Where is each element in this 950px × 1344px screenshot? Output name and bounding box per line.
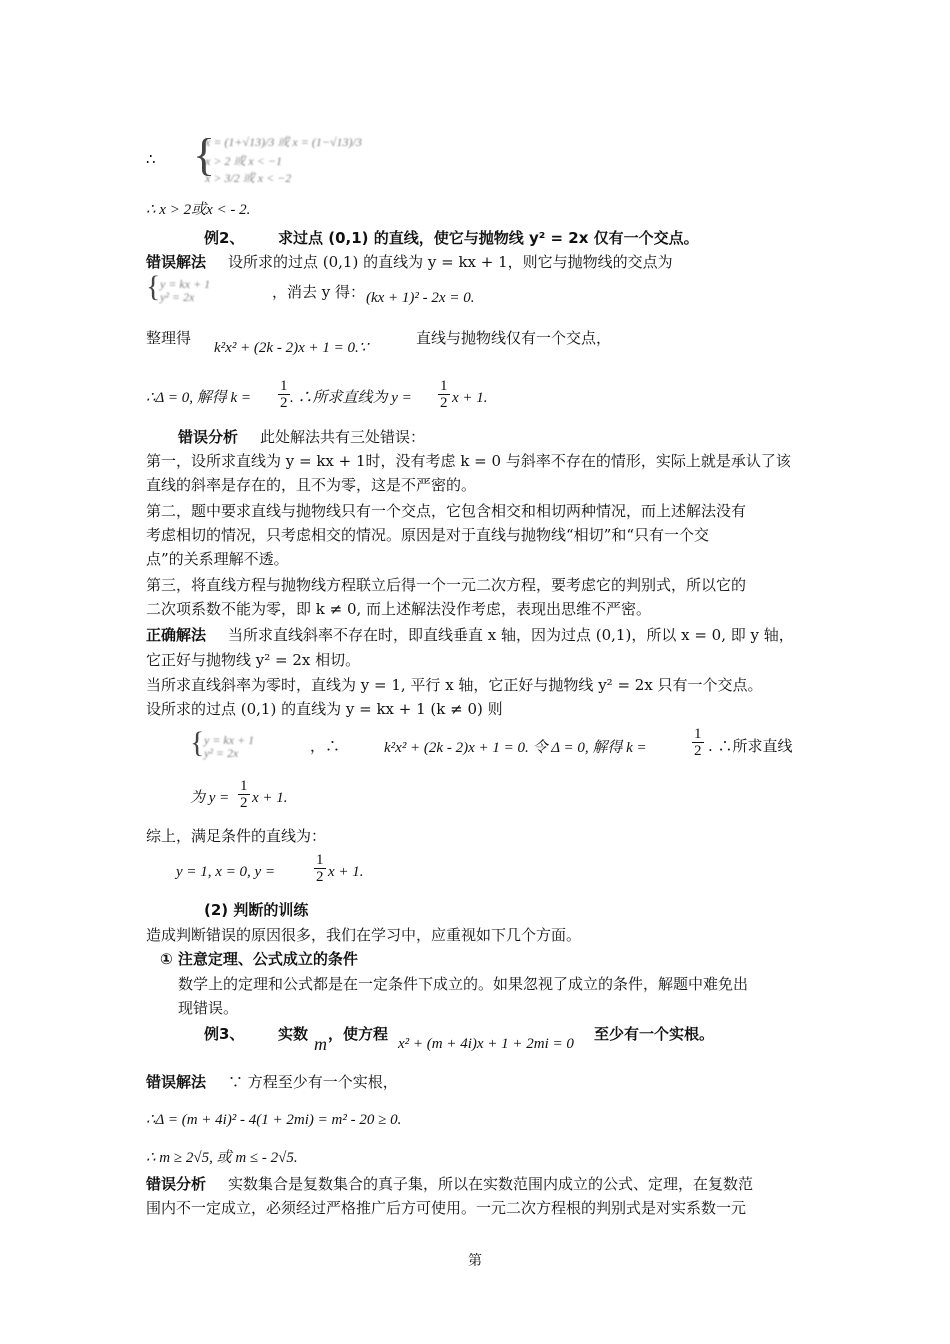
system-brace: {: [146, 270, 161, 303]
fraction: $\frac{1}{2}$: [694, 726, 702, 759]
analysis-text: 第一，设所求直线为 y = kx + 1时，没有考虑 k = 0 与斜率不存在的情形，实际上就是承认了该: [146, 452, 791, 470]
system-row: x = (1+√13)/3 或 x = (1−√13)/3: [205, 135, 362, 149]
fraction: $\frac{1}{2}$: [240, 778, 248, 811]
subsection-text: 现错误。: [178, 999, 239, 1017]
analysis-text: 第二，题中要求直线与抛物线只有一个交点，它包含相交和相切两种情况，而上述解法没有: [146, 502, 747, 520]
system-row: y = kx + 1: [160, 277, 211, 291]
analysis-text: 点”的关系理解不透。: [146, 550, 289, 568]
equation: x + 1.: [328, 864, 364, 880]
wrong-solution-text: 设所求的过点 (0,1) 的直线为 y = kx + 1，则它与抛物线的交点为: [228, 253, 673, 271]
equation: ∴Δ = 0, 解得 k =: [146, 390, 251, 406]
correct-solution-text: 它正好与抛物线 y² = 2x 相切。: [146, 651, 361, 669]
equation: (kx + 1)² - 2x = 0.: [366, 290, 475, 306]
system-row: y = kx + 1: [204, 733, 255, 747]
analysis-label: 错误分析: [146, 1175, 207, 1193]
analysis-text: 实数集合是复数集合的真子集，所以在实数范围内成立的公式、定理，在复数范: [228, 1175, 754, 1193]
fraction: $\frac{1}{2}$: [316, 852, 324, 885]
analysis-text: 直线的斜率是存在的，且不为零，这是不严密的。: [146, 476, 477, 494]
fraction: $\frac{1}{2}$: [440, 378, 448, 411]
correct-solution-text: ，∴: [310, 737, 341, 755]
summary-text: 综上，满足条件的直线为：: [146, 827, 327, 845]
wrong-solution-label: 错误解法: [146, 1073, 207, 1091]
eliminate-text: ，消去 y 得：: [272, 283, 366, 301]
equation: k²x² + (2k - 2)x + 1 = 0.∵: [214, 340, 369, 356]
correct-solution-label: 正确解法: [146, 626, 207, 644]
equation: 为 y =: [190, 790, 230, 806]
equation: y = 1, x = 0, y =: [176, 864, 276, 880]
analysis-text: 第三，将直线方程与抛物线方程联立后得一个一元二次方程，要考虑它的判别式，所以它的: [146, 576, 747, 594]
system-row: y² = 2x: [160, 290, 195, 304]
correct-solution-text: 当所求直线斜率不存在时，即直线垂直 x 轴，因为过点 (0,1)，所以 x = 0, 即 y 轴，: [228, 626, 794, 644]
section-intro: 造成判断错误的原因很多，我们在学习中，应重视如下几个方面。: [146, 926, 582, 944]
system-row: x > 3/2 或 x < −2: [205, 171, 292, 185]
fraction: $\frac{1}{2}$: [280, 378, 288, 411]
analysis-label: 错误分析: [178, 428, 239, 446]
system-row: y² = 2x: [204, 746, 239, 760]
example-text: ，使方程: [328, 1025, 389, 1043]
system-brace: {: [193, 129, 216, 180]
simplify-label: 整理得: [146, 329, 192, 347]
equation: . ∴所求直线为 y =: [290, 390, 412, 406]
conclusion-line: ∴ x > 2或x < - 2.: [146, 202, 251, 218]
therefore-symbol: ∴: [146, 152, 156, 168]
subsection-text: 数学上的定理和公式都是在一定条件下成立的。如果忽视了成立的条件，解题中难免出: [178, 975, 749, 993]
analysis-text: 考虑相切的情况，只考虑相交的情况。原因是对于直线与抛物线“相切”和“只有一个交: [146, 526, 710, 544]
wrong-solution-label: 错误解法: [146, 253, 207, 271]
equation: x² + (m + 4i)x + 1 + 2mi = 0: [398, 1036, 574, 1052]
wrong-solution-text: 直线与抛物线仅有一个交点，: [416, 329, 612, 347]
correct-solution-text: . ∴所求直线: [708, 737, 793, 755]
correct-solution-text: 设所求的过点 (0,1) 的直线为 y = kx + 1 (k ≠ 0) 则: [146, 700, 503, 718]
example-label: 例3、: [204, 1025, 245, 1043]
correct-solution-text: 当所求直线斜率为零时，直线为 y = 1, 平行 x 轴，它正好与抛物线 y² = 2x 只有一个交点。: [146, 676, 763, 694]
equation: x + 1.: [452, 390, 488, 406]
section-title: (2) 判断的训练: [204, 901, 309, 919]
example-text: 至少有一个实根。: [594, 1025, 715, 1043]
example-label: 例2、: [204, 229, 245, 247]
equation: ∴ m ≥ 2√5, 或 m ≤ - 2√5.: [146, 1150, 298, 1166]
analysis-text: 此处解法共有三处错误：: [260, 428, 426, 446]
analysis-text: 围内不一定成立，必须经过严格推广后方可使用。一元二次方程根的判别式是对实系数一元: [146, 1199, 747, 1217]
equation: ∴Δ = (m + 4i)² - 4(1 + 2mi) = m² - 20 ≥ 0.: [146, 1112, 402, 1128]
equation: x + 1.: [252, 790, 288, 806]
example-text: 求过点 (0,1) 的直线，使它与抛物线 y² = 2x 仅有一个交点。: [278, 229, 699, 247]
page-footer: 第: [468, 1253, 482, 1269]
analysis-text: 二次项系数不能为零，即 k ≠ 0, 而上述解法没作考虑，表现出思维不严密。: [146, 600, 652, 618]
system-row: x > 2 或 x < −1: [205, 154, 282, 168]
system-brace: {: [190, 726, 205, 759]
example-text: 实数: [278, 1025, 309, 1043]
wrong-solution-text: ∵ 方程至少有一个实根，: [228, 1073, 398, 1091]
equation: k²x² + (2k - 2)x + 1 = 0. 令 Δ = 0, 解得 k =: [384, 740, 647, 756]
variable: m: [314, 1034, 327, 1054]
subsection-title: ① 注意定理、公式成立的条件: [160, 950, 358, 968]
